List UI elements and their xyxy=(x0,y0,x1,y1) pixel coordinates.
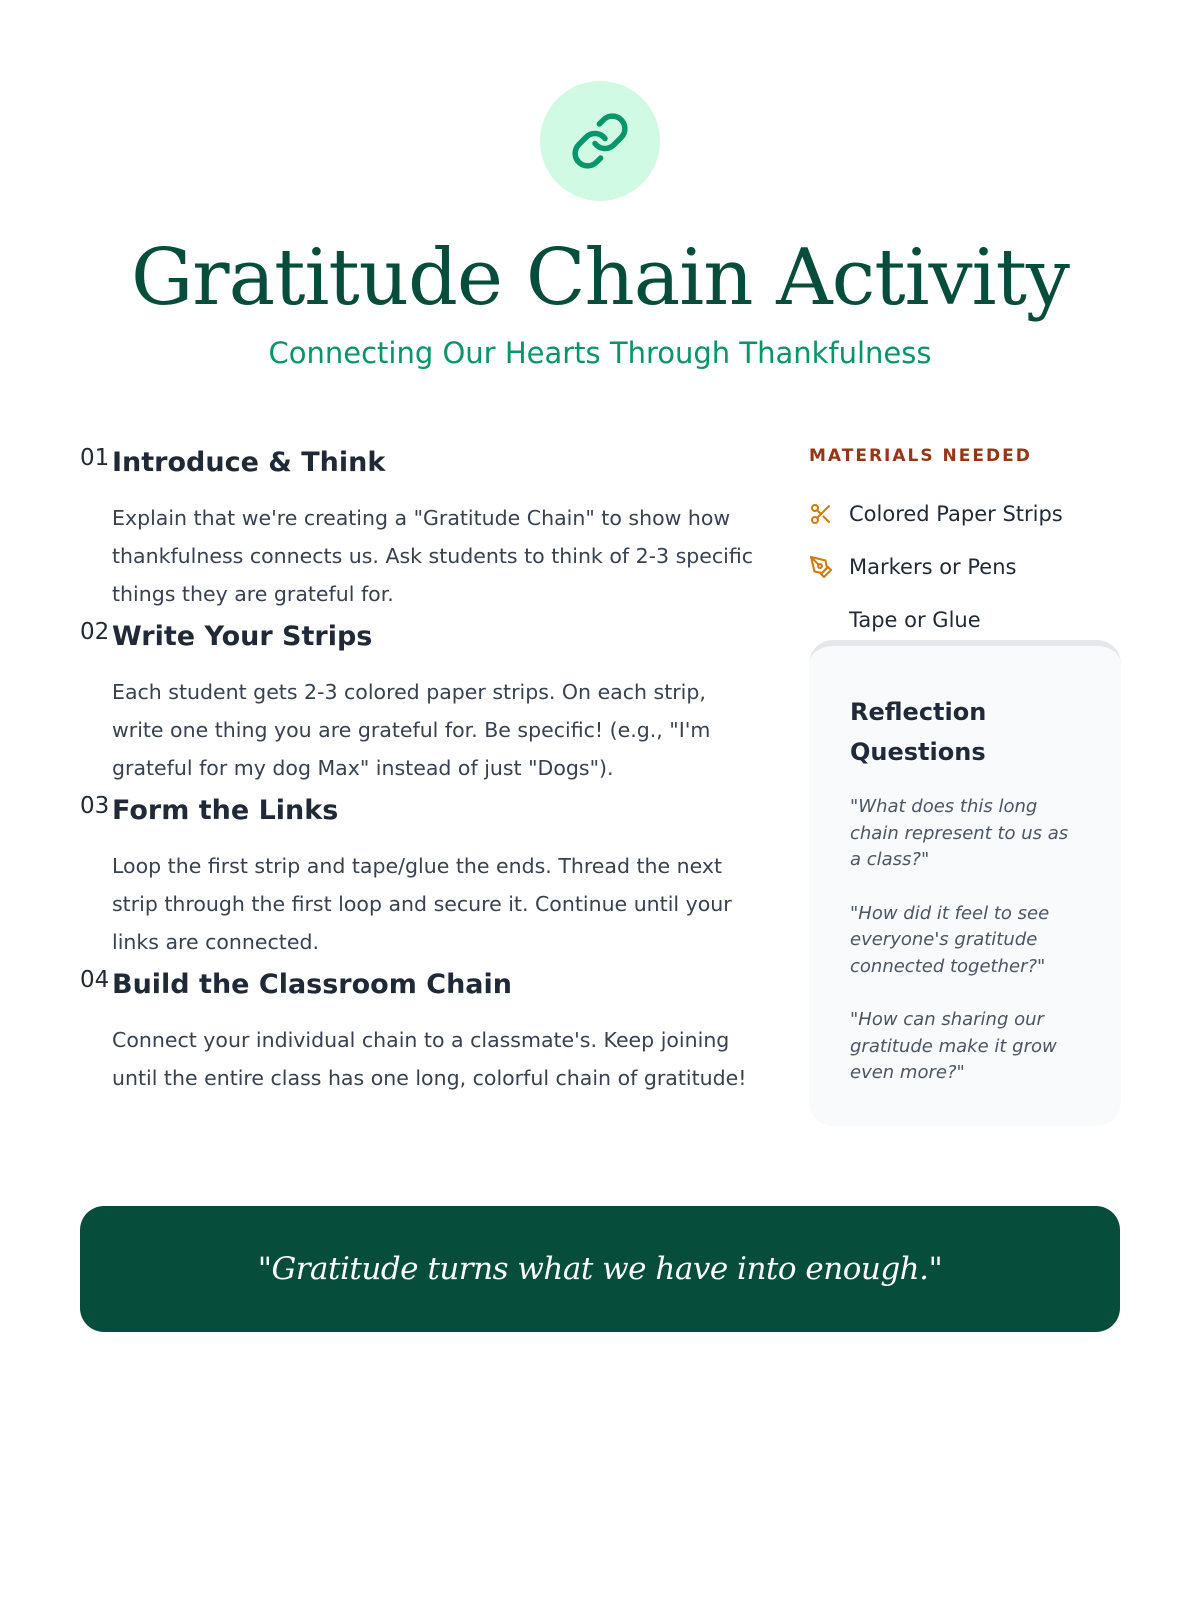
step-4 xyxy=(80,967,760,1101)
reflection-title: Reflection Questions xyxy=(850,698,987,766)
step-3 xyxy=(80,793,760,967)
material-label: Markers or Pens xyxy=(849,554,1017,579)
link-icon xyxy=(570,111,630,171)
step-title: Form the Links xyxy=(112,795,339,826)
logo-badge xyxy=(540,81,660,201)
material-label: Colored Paper Strips xyxy=(849,501,1063,526)
quote-banner xyxy=(80,1206,1120,1332)
step-description: Explain that we're creating a "Gratitude Chain" to show how thankfulness connects us. Ask students to think of 2-3 specific things they are grateful for. xyxy=(112,506,754,606)
reflection-card xyxy=(809,640,1121,1126)
step-number: 04 xyxy=(80,967,110,993)
step-2 xyxy=(80,619,760,793)
page-title: Gratitude Chain Activity xyxy=(131,233,1069,323)
reflection-question: "How did it feel to see everyone's gratitude connected together?" xyxy=(850,902,1050,977)
steps-list xyxy=(80,445,760,1101)
step-title: Write Your Strips xyxy=(112,621,373,652)
blank-icon xyxy=(809,607,849,633)
step-1 xyxy=(80,445,760,619)
pen-tool-icon xyxy=(809,554,849,580)
list-item xyxy=(809,593,1119,646)
materials-section xyxy=(809,445,1119,646)
quote-text: "Gratitude turns what we have into enough." xyxy=(257,1251,943,1287)
step-number: 01 xyxy=(80,445,110,471)
step-description: Connect your individual chain to a classmate's. Keep joining until the entire class has one long, colorful chain of gratitude! xyxy=(112,1028,747,1090)
step-title: Build the Classroom Chain xyxy=(112,969,512,1000)
page-subtitle: Connecting Our Hearts Through Thankfulness xyxy=(268,336,932,370)
scissors-icon xyxy=(809,501,849,527)
step-number: 02 xyxy=(80,619,110,645)
list-item xyxy=(809,487,1119,540)
step-title: Introduce & Think xyxy=(112,447,386,478)
materials-list xyxy=(809,487,1119,646)
step-description: Loop the first strip and tape/glue the ends. Thread the next strip through the first loop and secure it. Continue until your links are connected. xyxy=(112,854,732,954)
material-label: Tape or Glue xyxy=(849,607,981,632)
step-description: Each student gets 2-3 colored paper strips. On each strip, write one thing you are grateful for. Be specific! (e.g., "I'm grateful for my dog Max" instead of just "Dogs"). xyxy=(112,680,711,780)
list-item xyxy=(809,540,1119,593)
reflection-question: "What does this long chain represent to us as a class?" xyxy=(850,796,1069,870)
reflection-question: "How can sharing our gratitude make it grow even more?" xyxy=(850,1009,1057,1083)
materials-heading: MATERIALS NEEDED xyxy=(809,446,1032,466)
step-number: 03 xyxy=(80,793,110,819)
